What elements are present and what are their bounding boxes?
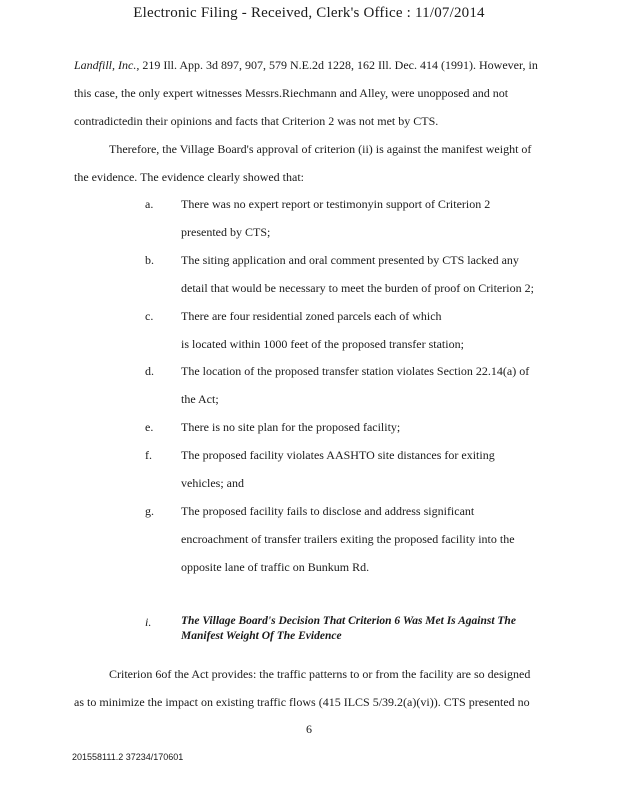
list-item-letter: b. (145, 253, 154, 267)
document-id-footer: 201558111.2 37234/170601 (72, 752, 184, 762)
paragraph-1-line-1 (74, 58, 538, 73)
list-item-letter: g. (145, 504, 154, 518)
list-item-line: the Act; (181, 392, 219, 406)
section-heading-letter: i. (145, 615, 152, 629)
paragraph-3-line-1: Criterion 6of the Act provides: the traffic patterns to or from the facility are so designed (109, 667, 531, 681)
list-item-line: The proposed facility fails to disclose and address significant (181, 504, 475, 518)
list-item-line: The proposed facility violates AASHTO site distances for exiting (181, 448, 495, 462)
paragraph-1-line-3: contradictedin their opinions and facts that Criterion 2 was not met by CTS. (74, 114, 439, 128)
section-heading-line-2: Manifest Weight Of The Evidence (181, 630, 342, 642)
list-item-line: There are four residential zoned parcels each of which (181, 309, 442, 323)
list-item-line: encroachment of transfer trailers exiting the proposed facility into the (181, 532, 515, 546)
paragraph-2-line-1: Therefore, the Village Board's approval of criterion (ii) is against the manifest weight of (109, 142, 532, 156)
paragraph-1-line-2: this case, the only expert witnesses Messrs.Riechmann and Alley, were unopposed and not (74, 86, 509, 100)
list-item-line: vehicles; and (181, 476, 244, 490)
list-item-line: There was no expert report or testimonyin support of Criterion 2 (181, 197, 491, 211)
filing-header: Electronic Filing - Received, Clerk's Office : 11/07/2014 (133, 5, 485, 21)
list-item-line: is located within 1000 feet of the proposed transfer station; (181, 337, 464, 351)
list-item-letter: c. (145, 309, 154, 323)
list-item-letter: d. (145, 364, 154, 378)
list-item-line: opposite lane of traffic on Bunkum Rd. (181, 560, 370, 574)
list-item-line: There is no site plan for the proposed facility; (181, 420, 401, 434)
list-item-letter: e. (145, 420, 154, 434)
list-item-letter: a. (145, 197, 154, 211)
section-heading-line-1: The Village Board's Decision That Criterion 6 Was Met Is Against The (181, 615, 516, 627)
list-item-line: The location of the proposed transfer station violates Section 22.14(a) of (181, 364, 530, 378)
list-item-line: The siting application and oral comment presented by CTS lacked any (181, 253, 519, 267)
citation-text: 219 Ill. App. 3d 897, 907, 579 N.E.2d 1228, 162 Ill. Dec. 414 (1991). However, in (139, 58, 538, 72)
section-heading (181, 614, 561, 644)
paragraph-3-line-2: as to minimize the impact on existing traffic flows (415 ILCS 5/39.2(a)(vi)). CTS presented no (74, 695, 530, 709)
paragraph-2-line-2: the evidence. The evidence clearly showed that: (74, 170, 305, 184)
list-item-line: detail that would be necessary to meet the burden of proof on Criterion 2; (181, 281, 534, 295)
list-item-line: presented by CTS; (181, 225, 271, 239)
case-name-italic: Landfill, Inc., (74, 58, 140, 72)
list-item-letter: f. (145, 448, 152, 462)
page-number: 6 (306, 722, 312, 736)
